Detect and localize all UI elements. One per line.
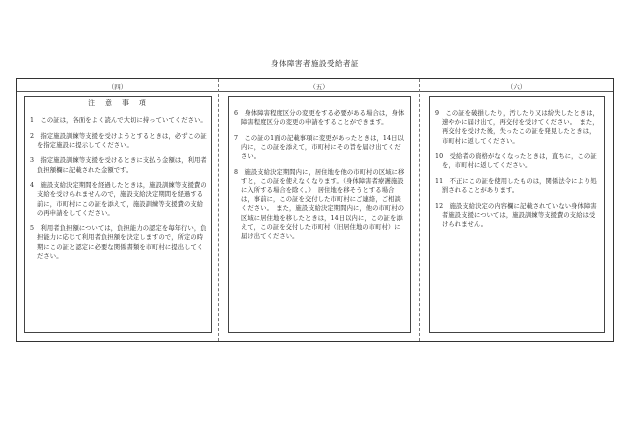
note-item: 11 不正にこの証を使用したものは，関係法令により処罰されることがあります。 (435, 177, 597, 195)
note-item: 7 この証の1面の記載事項に変更があったときは，14日以内に，この証を添えて，市町村にその旨を届け出てください。 (234, 134, 404, 161)
note-item: 3 指定施設訓練等支援を受けるときに支払う金額は，利用者負担額欄に記載された金額です。 (30, 157, 207, 174)
column-header: （五） (309, 83, 329, 91)
note-item: 2 指定施設訓練等支援を受けようとするときは，必ずこの証を指定施設に提示してください。 (30, 132, 207, 149)
certificate-frame (16, 78, 614, 342)
note-item: 6 身体障害程度区分の変更をする必要がある場合は，身体障害程度区分の変更の申請をすることができます。 (234, 110, 405, 127)
column-six (420, 79, 613, 341)
column-rule (219, 91, 419, 92)
note-item: 4 施設支給決定期間を経過したときは，施設訓練等支援費の支給を受けられませんので，施設支給決定期間を経過する前に，市町村にこの証を添えて，施設訓練等支援費の支給の再申請をしてください。 (30, 182, 207, 217)
column-header: （四） (107, 83, 128, 91)
column-rule (420, 91, 613, 92)
note-item: 5 利用者負担額については，負担能力の認定を毎年行い，負担能力に応じて利用者負担額を決定しますので，所定の時期にこの証と認定に必要な関係書類を市町村に提出してください。 (30, 225, 207, 260)
note-item: 1 この証は，各面をよく読んで大切に持っていてください。 (30, 117, 207, 125)
note-item: 9 この証を破損したり，汚したり又は紛失したときは，速やかに届け出て，再交付を受けてください。 また，再交付を受けた後，失ったこの証を発見したときは，市町村に返してください。 (435, 110, 600, 145)
certificate-title: 身体障害者施設受給者証 (271, 59, 359, 68)
notes-title: 注 意 事 項 (88, 99, 150, 107)
notes-text (435, 109, 601, 235)
notes-text (234, 109, 406, 248)
note-item: 12 施設支給決定の内容欄に記載されていない身体障害者施設支援については，施設訓練等支援費の支給は受けられません。 (435, 202, 597, 228)
column-four (17, 79, 218, 341)
note-item: 10 受給者の資格がなくなったときは，直ちに，この証を，市町村に返してください。 (435, 153, 597, 170)
note-item: 8 施設支給決定期間内に，居住地を他の市町村の区域に移すと，この証を使えなくなります。（身体障害者療護施設に入所する場合を除く。） 居住地を移そうとする場合は，事前に，この証を交付した市町村にご連絡，ご相談ください。 また，施設支給決定期間内に，他の市町村の区域に居住地を移したときは，14日以内に，この証を添えて，この証を交付した市町村（旧居住地の市町村）に届け出てください。 (234, 168, 405, 241)
column-header: （六） (506, 83, 527, 91)
notes-text (30, 99, 208, 267)
column-five (219, 79, 419, 341)
column-rule (17, 91, 218, 92)
